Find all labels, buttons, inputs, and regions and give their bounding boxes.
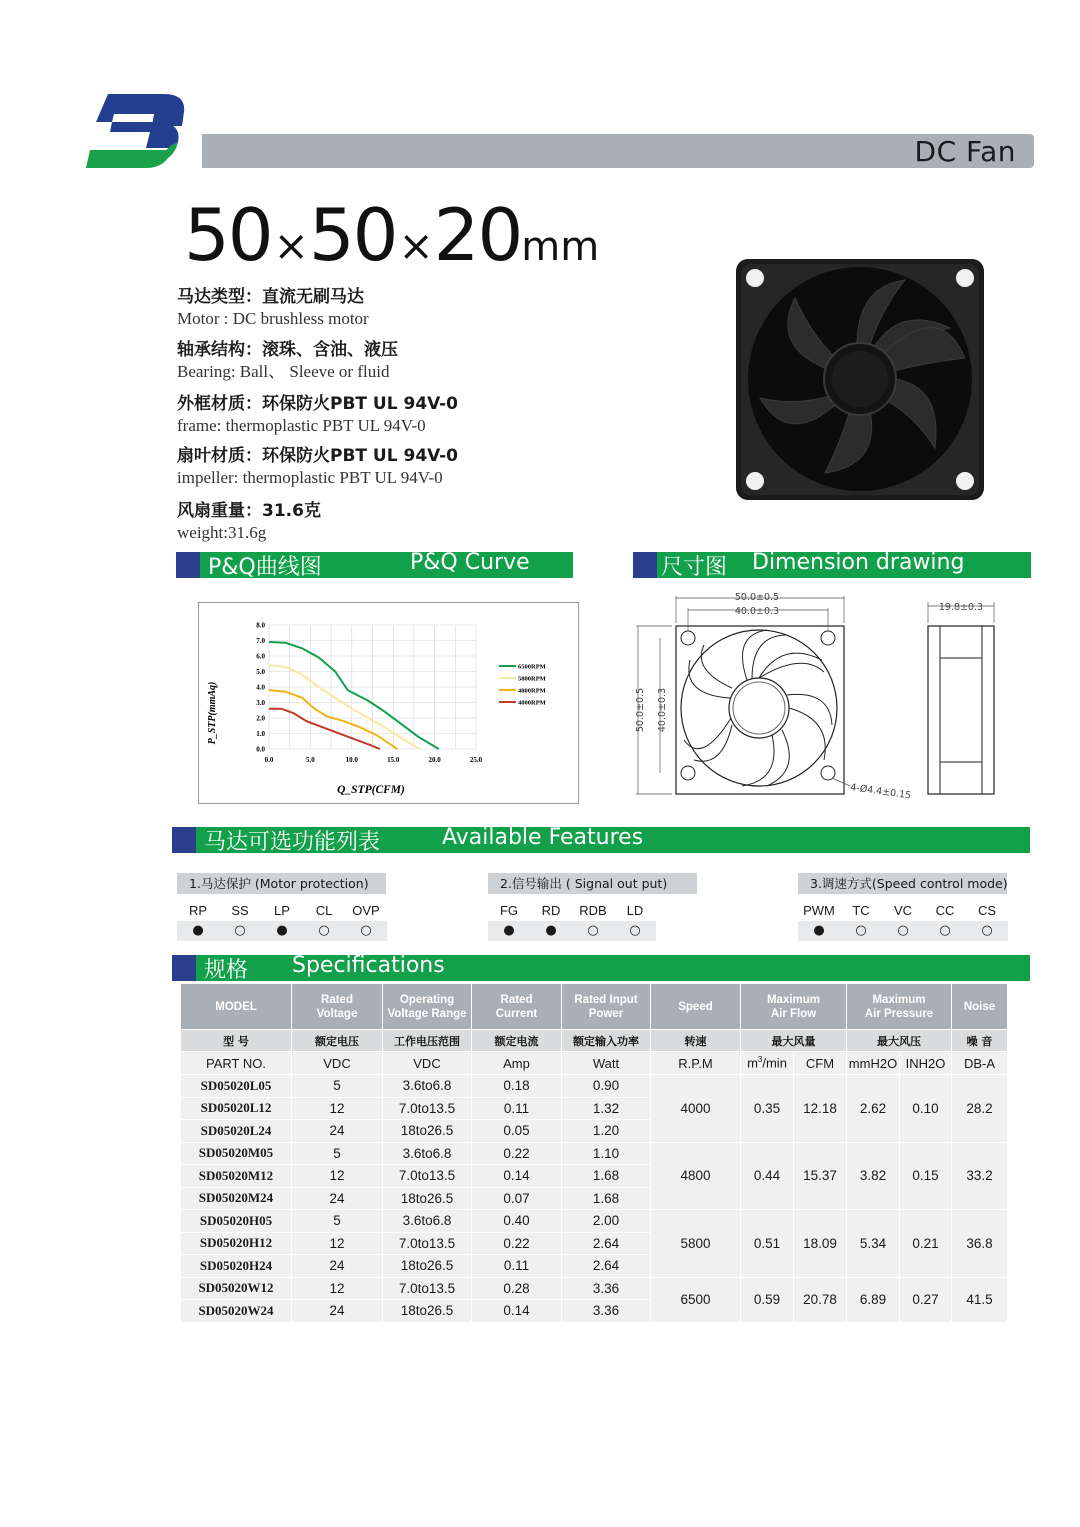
product-title xyxy=(184,190,599,292)
feature-code: LP xyxy=(274,903,290,918)
property-cn: 扇叶材质：环保防火PBT UL 94V-0 xyxy=(177,446,458,466)
dim-thickness: 19.8±0.3 xyxy=(938,602,984,613)
feature-mark: ○ xyxy=(614,921,656,941)
power-cell: 0.90 xyxy=(562,1075,651,1098)
feature-mark: ○ xyxy=(303,921,345,941)
model-cell: SD05020L12 xyxy=(181,1097,292,1120)
dim-title-cn: 尺寸图 xyxy=(661,555,728,580)
feature-mark: ● xyxy=(261,921,303,941)
y-tick-label: 2.0 xyxy=(256,714,265,723)
current-cell: 0.22 xyxy=(472,1142,562,1165)
pressure-mmh2o-cell: 6.89 xyxy=(847,1277,900,1322)
unit-cell: CFM xyxy=(794,1052,847,1075)
pq-chart xyxy=(198,602,579,804)
pressure-inh2o-cell: 0.10 xyxy=(900,1075,952,1143)
size-c: 20 xyxy=(433,193,522,277)
feature-code: SS xyxy=(231,903,249,918)
airflow-cfm-cell: 15.37 xyxy=(794,1142,847,1210)
features-title-cn: 马达可选功能列表 xyxy=(204,830,381,855)
feature-code: RD xyxy=(541,903,561,918)
voltage-range-cell: 7.0to13.5 xyxy=(383,1232,472,1255)
airflow-cfm-cell: 12.18 xyxy=(794,1075,847,1143)
power-cell: 2.64 xyxy=(562,1255,651,1278)
noise-cell: 41.5 xyxy=(952,1277,1008,1322)
model-cell: SD05020M12 xyxy=(181,1165,292,1188)
speed-cell: 6500 xyxy=(651,1277,741,1322)
feature-group-title: 3.调速方式(Speed control mode) xyxy=(798,873,1007,894)
feature-mark: ○ xyxy=(219,921,261,941)
y-tick-label: 6.0 xyxy=(256,652,265,661)
property-cn: 风扇重量：31.6克 xyxy=(177,501,321,521)
specs-title-cn: 规格 xyxy=(204,958,249,983)
feature-code: PWM xyxy=(803,903,835,918)
current-cell: 0.11 xyxy=(472,1097,562,1120)
x-tick-label: 25.0 xyxy=(469,756,483,764)
pq-section-header xyxy=(176,552,573,578)
speed-cell: 5800 xyxy=(651,1210,741,1278)
column-header-cn: 额定输入功率 xyxy=(562,1030,651,1052)
current-cell: 0.05 xyxy=(472,1120,562,1143)
power-cell: 1.10 xyxy=(562,1142,651,1165)
feature-code: OVP xyxy=(352,903,380,918)
feature-mark: ○ xyxy=(966,921,1008,941)
pq-chart-svg xyxy=(199,603,580,805)
airflow-m3-cell: 0.35 xyxy=(741,1075,794,1143)
pressure-mmh2o-cell: 5.34 xyxy=(847,1210,900,1278)
pressure-mmh2o-cell: 3.82 xyxy=(847,1142,900,1210)
feature-mark: ○ xyxy=(345,921,387,941)
property-bearing xyxy=(177,339,398,382)
model-cell: SD05020H12 xyxy=(181,1232,292,1255)
feature-code: RDB xyxy=(579,903,607,918)
voltage-range-cell: 7.0to13.5 xyxy=(383,1097,472,1120)
feature-group-signal-output xyxy=(488,900,656,941)
y-tick-label: 4.0 xyxy=(256,683,265,692)
column-header: Maximum Air Pressure xyxy=(847,984,952,1030)
airflow-cfm-cell: 18.09 xyxy=(794,1210,847,1278)
feature-group-speed-control xyxy=(798,900,1008,941)
voltage-range-cell: 18to26.5 xyxy=(383,1300,472,1323)
voltage-cell: 24 xyxy=(292,1120,383,1143)
times-sign: × xyxy=(398,221,432,270)
current-cell: 0.18 xyxy=(472,1075,562,1098)
voltage-cell: 12 xyxy=(292,1277,383,1300)
x-tick-label: 0.0 xyxy=(264,756,274,764)
model-cell: SD05020W12 xyxy=(181,1277,292,1300)
spec-units xyxy=(181,1052,1008,1075)
series-line-4800rpm xyxy=(269,690,397,749)
voltage-cell: 12 xyxy=(292,1165,383,1188)
voltage-range-cell: 18to26.5 xyxy=(383,1187,472,1210)
x-axis-label: Q_STP(CFM) xyxy=(337,784,405,796)
voltage-cell: 5 xyxy=(292,1210,383,1233)
features-section-header xyxy=(172,827,1030,853)
unit-cell: Watt xyxy=(562,1052,651,1075)
x-tick-label: 20.0 xyxy=(428,756,441,764)
power-cell: 3.36 xyxy=(562,1300,651,1323)
feature-mark: ● xyxy=(530,921,572,941)
property-en: Bearing: Ball、 Sleeve or fluid xyxy=(177,362,390,381)
unit-cell: $m^3/\min$ xyxy=(741,1052,794,1075)
specs-title-en: Specifications xyxy=(292,953,445,978)
size-b: 50 xyxy=(308,193,397,277)
unit-cell: Amp xyxy=(472,1052,562,1075)
power-cell: 2.64 xyxy=(562,1232,651,1255)
model-cell: SD05020L05 xyxy=(181,1075,292,1098)
feature-mark: ● xyxy=(798,921,840,941)
voltage-range-cell: 18to26.5 xyxy=(383,1255,472,1278)
column-header: Noise xyxy=(952,984,1008,1030)
airflow-m3-cell: 0.51 xyxy=(741,1210,794,1278)
y-tick-label: 5.0 xyxy=(256,668,265,676)
feature-code: FG xyxy=(499,903,519,918)
feature-code: TC xyxy=(852,903,870,918)
feature-mark: ○ xyxy=(572,921,614,941)
table-row xyxy=(181,1142,1008,1165)
fan-photo xyxy=(735,258,985,501)
unit: mm xyxy=(521,224,600,270)
pressure-inh2o-cell: 0.27 xyxy=(900,1277,952,1322)
specs-table xyxy=(180,983,1008,1323)
feature-code: LD xyxy=(626,903,644,918)
dim-inner-width: 40.0±0.3 xyxy=(734,606,780,617)
column-header: Rated Input Power xyxy=(562,984,651,1030)
brand-logo xyxy=(86,92,188,170)
model-cell: SD05020H24 xyxy=(181,1255,292,1278)
feature-group-title: 1.马达保护 (Motor protection) xyxy=(177,873,386,894)
y-tick-label: 1.0 xyxy=(256,730,265,738)
property-motor xyxy=(177,286,369,329)
voltage-range-cell: 18to26.5 xyxy=(383,1120,472,1143)
size-a: 50 xyxy=(184,193,272,277)
voltage-cell: 5 xyxy=(292,1142,383,1165)
power-cell: 1.20 xyxy=(562,1120,651,1143)
property-impeller xyxy=(177,445,458,488)
dim-outer-height: 50.0±0.5 xyxy=(635,687,646,733)
column-header: Rated Voltage xyxy=(292,984,383,1030)
unit-cell: VDC xyxy=(292,1052,383,1075)
pressure-mmh2o-cell: 2.62 xyxy=(847,1075,900,1143)
features-title-en: Available Features xyxy=(442,825,644,850)
column-header: Operating Voltage Range xyxy=(383,984,472,1030)
voltage-cell: 12 xyxy=(292,1097,383,1120)
unit-cell: VDC xyxy=(383,1052,472,1075)
specs-section-header xyxy=(172,955,1030,981)
y-tick-label: 7.0 xyxy=(256,637,265,645)
dim-title-en: Dimension drawing xyxy=(752,550,965,575)
series-line-5800rpm xyxy=(269,665,420,749)
x-tick-label: 15.0 xyxy=(387,756,400,764)
feature-group-motor-protection xyxy=(177,900,387,941)
dim-section-header xyxy=(633,552,1031,578)
dimension-drawing xyxy=(632,590,1032,805)
speed-cell: 4800 xyxy=(651,1142,741,1210)
legend-label: 4000RPM xyxy=(518,699,546,707)
table-row xyxy=(181,1210,1008,1233)
column-header-cn: 噪 音 xyxy=(952,1030,1008,1052)
unit-cell: INH2O xyxy=(900,1052,952,1075)
feature-mark: ○ xyxy=(924,921,966,941)
column-header: Speed xyxy=(651,984,741,1030)
feature-code: VC xyxy=(893,903,913,918)
voltage-cell: 24 xyxy=(292,1187,383,1210)
legend-label: 4800RPM xyxy=(518,687,546,695)
voltage-cell: 5 xyxy=(292,1075,383,1098)
property-frame xyxy=(177,393,458,436)
section-accent xyxy=(172,827,196,853)
feature-code: CC xyxy=(935,903,955,918)
model-cell: SD05020L24 xyxy=(181,1120,292,1143)
airflow-m3-cell: 0.44 xyxy=(741,1142,794,1210)
pressure-inh2o-cell: 0.21 xyxy=(900,1210,952,1278)
feature-code: RP xyxy=(188,903,208,918)
model-cell: SD05020M24 xyxy=(181,1187,292,1210)
airflow-m3-cell: 0.59 xyxy=(741,1277,794,1322)
table-row xyxy=(181,1277,1008,1300)
feature-mark: ● xyxy=(177,921,219,941)
unit-cell: mmH2O xyxy=(847,1052,900,1075)
power-cell: 1.68 xyxy=(562,1165,651,1188)
voltage-range-cell: 3.6to6.8 xyxy=(383,1142,472,1165)
feature-code: CL xyxy=(315,903,333,918)
noise-cell: 33.2 xyxy=(952,1142,1008,1210)
y-axis-label: P_STP(mmAq) xyxy=(207,681,218,745)
voltage-range-cell: 7.0to13.5 xyxy=(383,1165,472,1188)
current-cell: 0.11 xyxy=(472,1255,562,1278)
property-cn: 外框材质：环保防火PBT UL 94V-0 xyxy=(177,394,458,414)
column-header: MODEL xyxy=(181,984,292,1030)
power-cell: 1.68 xyxy=(562,1187,651,1210)
pq-title-en: P&Q Curve xyxy=(410,550,530,575)
noise-cell: 36.8 xyxy=(952,1210,1008,1278)
legend-label: 6500RPM xyxy=(518,663,546,671)
section-accent xyxy=(633,552,657,578)
column-header-cn: 最大风量 xyxy=(741,1030,847,1052)
table-row xyxy=(181,1075,1008,1098)
dim-holes: 4-Ø4.4±0.15 xyxy=(849,782,912,802)
voltage-cell: 12 xyxy=(292,1232,383,1255)
power-cell: 3.36 xyxy=(562,1277,651,1300)
model-cell: SD05020H05 xyxy=(181,1210,292,1233)
current-cell: 0.40 xyxy=(472,1210,562,1233)
airflow-cfm-cell: 20.78 xyxy=(794,1277,847,1322)
dim-outer-width: 50.0±0.5 xyxy=(734,592,780,603)
current-cell: 0.22 xyxy=(472,1232,562,1255)
column-header-cn: 型 号 xyxy=(181,1030,292,1052)
column-header: Rated Current xyxy=(472,984,562,1030)
power-cell: 2.00 xyxy=(562,1210,651,1233)
x-tick-label: 5.0 xyxy=(306,756,315,764)
legend-label: 5800RPM xyxy=(518,675,546,683)
column-header-cn: 最大风压 xyxy=(847,1030,952,1052)
column-header: Maximum Air Flow xyxy=(741,984,847,1030)
current-cell: 0.07 xyxy=(472,1187,562,1210)
voltage-range-cell: 7.0to13.5 xyxy=(383,1277,472,1300)
property-en: Motor : DC brushless motor xyxy=(177,309,369,328)
property-cn: 马达类型：直流无刷马达 xyxy=(177,287,364,307)
times-sign: × xyxy=(273,221,307,270)
property-en: frame: thermoplastic PBT UL 94V-0 xyxy=(177,416,426,435)
x-tick-label: 10.0 xyxy=(345,756,358,764)
model-cell: SD05020W24 xyxy=(181,1300,292,1323)
header-title: DC Fan xyxy=(914,135,1016,168)
unit-cell: DB-A xyxy=(952,1052,1008,1075)
feature-code: CS xyxy=(977,903,997,918)
column-header-cn: 工作电压范围 xyxy=(383,1030,472,1052)
y-tick-label: 8.0 xyxy=(256,621,265,630)
voltage-range-cell: 3.6to6.8 xyxy=(383,1075,472,1098)
spec-header-en xyxy=(181,984,1008,1030)
noise-cell: 28.2 xyxy=(952,1075,1008,1143)
unit-cell: R.P.M xyxy=(651,1052,741,1075)
column-header-cn: 额定电流 xyxy=(472,1030,562,1052)
pressure-inh2o-cell: 0.15 xyxy=(900,1142,952,1210)
spec-header-cn xyxy=(181,1030,1008,1052)
current-cell: 0.14 xyxy=(472,1300,562,1323)
power-cell: 1.32 xyxy=(562,1097,651,1120)
property-en: weight:31.6g xyxy=(177,523,267,542)
y-tick-label: 3.0 xyxy=(256,699,265,707)
header-bar xyxy=(202,134,1034,168)
feature-group-title: 2.信号输出 ( Signal out put) xyxy=(488,873,697,894)
voltage-cell: 24 xyxy=(292,1300,383,1323)
feature-mark: ○ xyxy=(840,921,882,941)
property-en: impeller: thermoplastic PBT UL 94V-0 xyxy=(177,468,443,487)
column-header-cn: 额定电压 xyxy=(292,1030,383,1052)
feature-mark: ● xyxy=(488,921,530,941)
model-cell: SD05020M05 xyxy=(181,1142,292,1165)
current-cell: 0.28 xyxy=(472,1277,562,1300)
voltage-range-cell: 3.6to6.8 xyxy=(383,1210,472,1233)
property-cn: 轴承结构：滚珠、含油、液压 xyxy=(177,340,398,360)
speed-cell: 4000 xyxy=(651,1075,741,1143)
current-cell: 0.14 xyxy=(472,1165,562,1188)
y-tick-label: 0.0 xyxy=(256,745,265,754)
feature-mark: ○ xyxy=(882,921,924,941)
property-weight xyxy=(177,500,321,543)
unit-cell: PART NO. xyxy=(181,1052,292,1075)
column-header-cn: 转速 xyxy=(651,1030,741,1052)
dim-inner-height: 40.0±0.3 xyxy=(657,687,668,733)
section-accent xyxy=(176,552,200,578)
voltage-cell: 24 xyxy=(292,1255,383,1278)
section-accent xyxy=(172,955,196,981)
pq-title-cn: P&Q曲线图 xyxy=(208,555,322,580)
